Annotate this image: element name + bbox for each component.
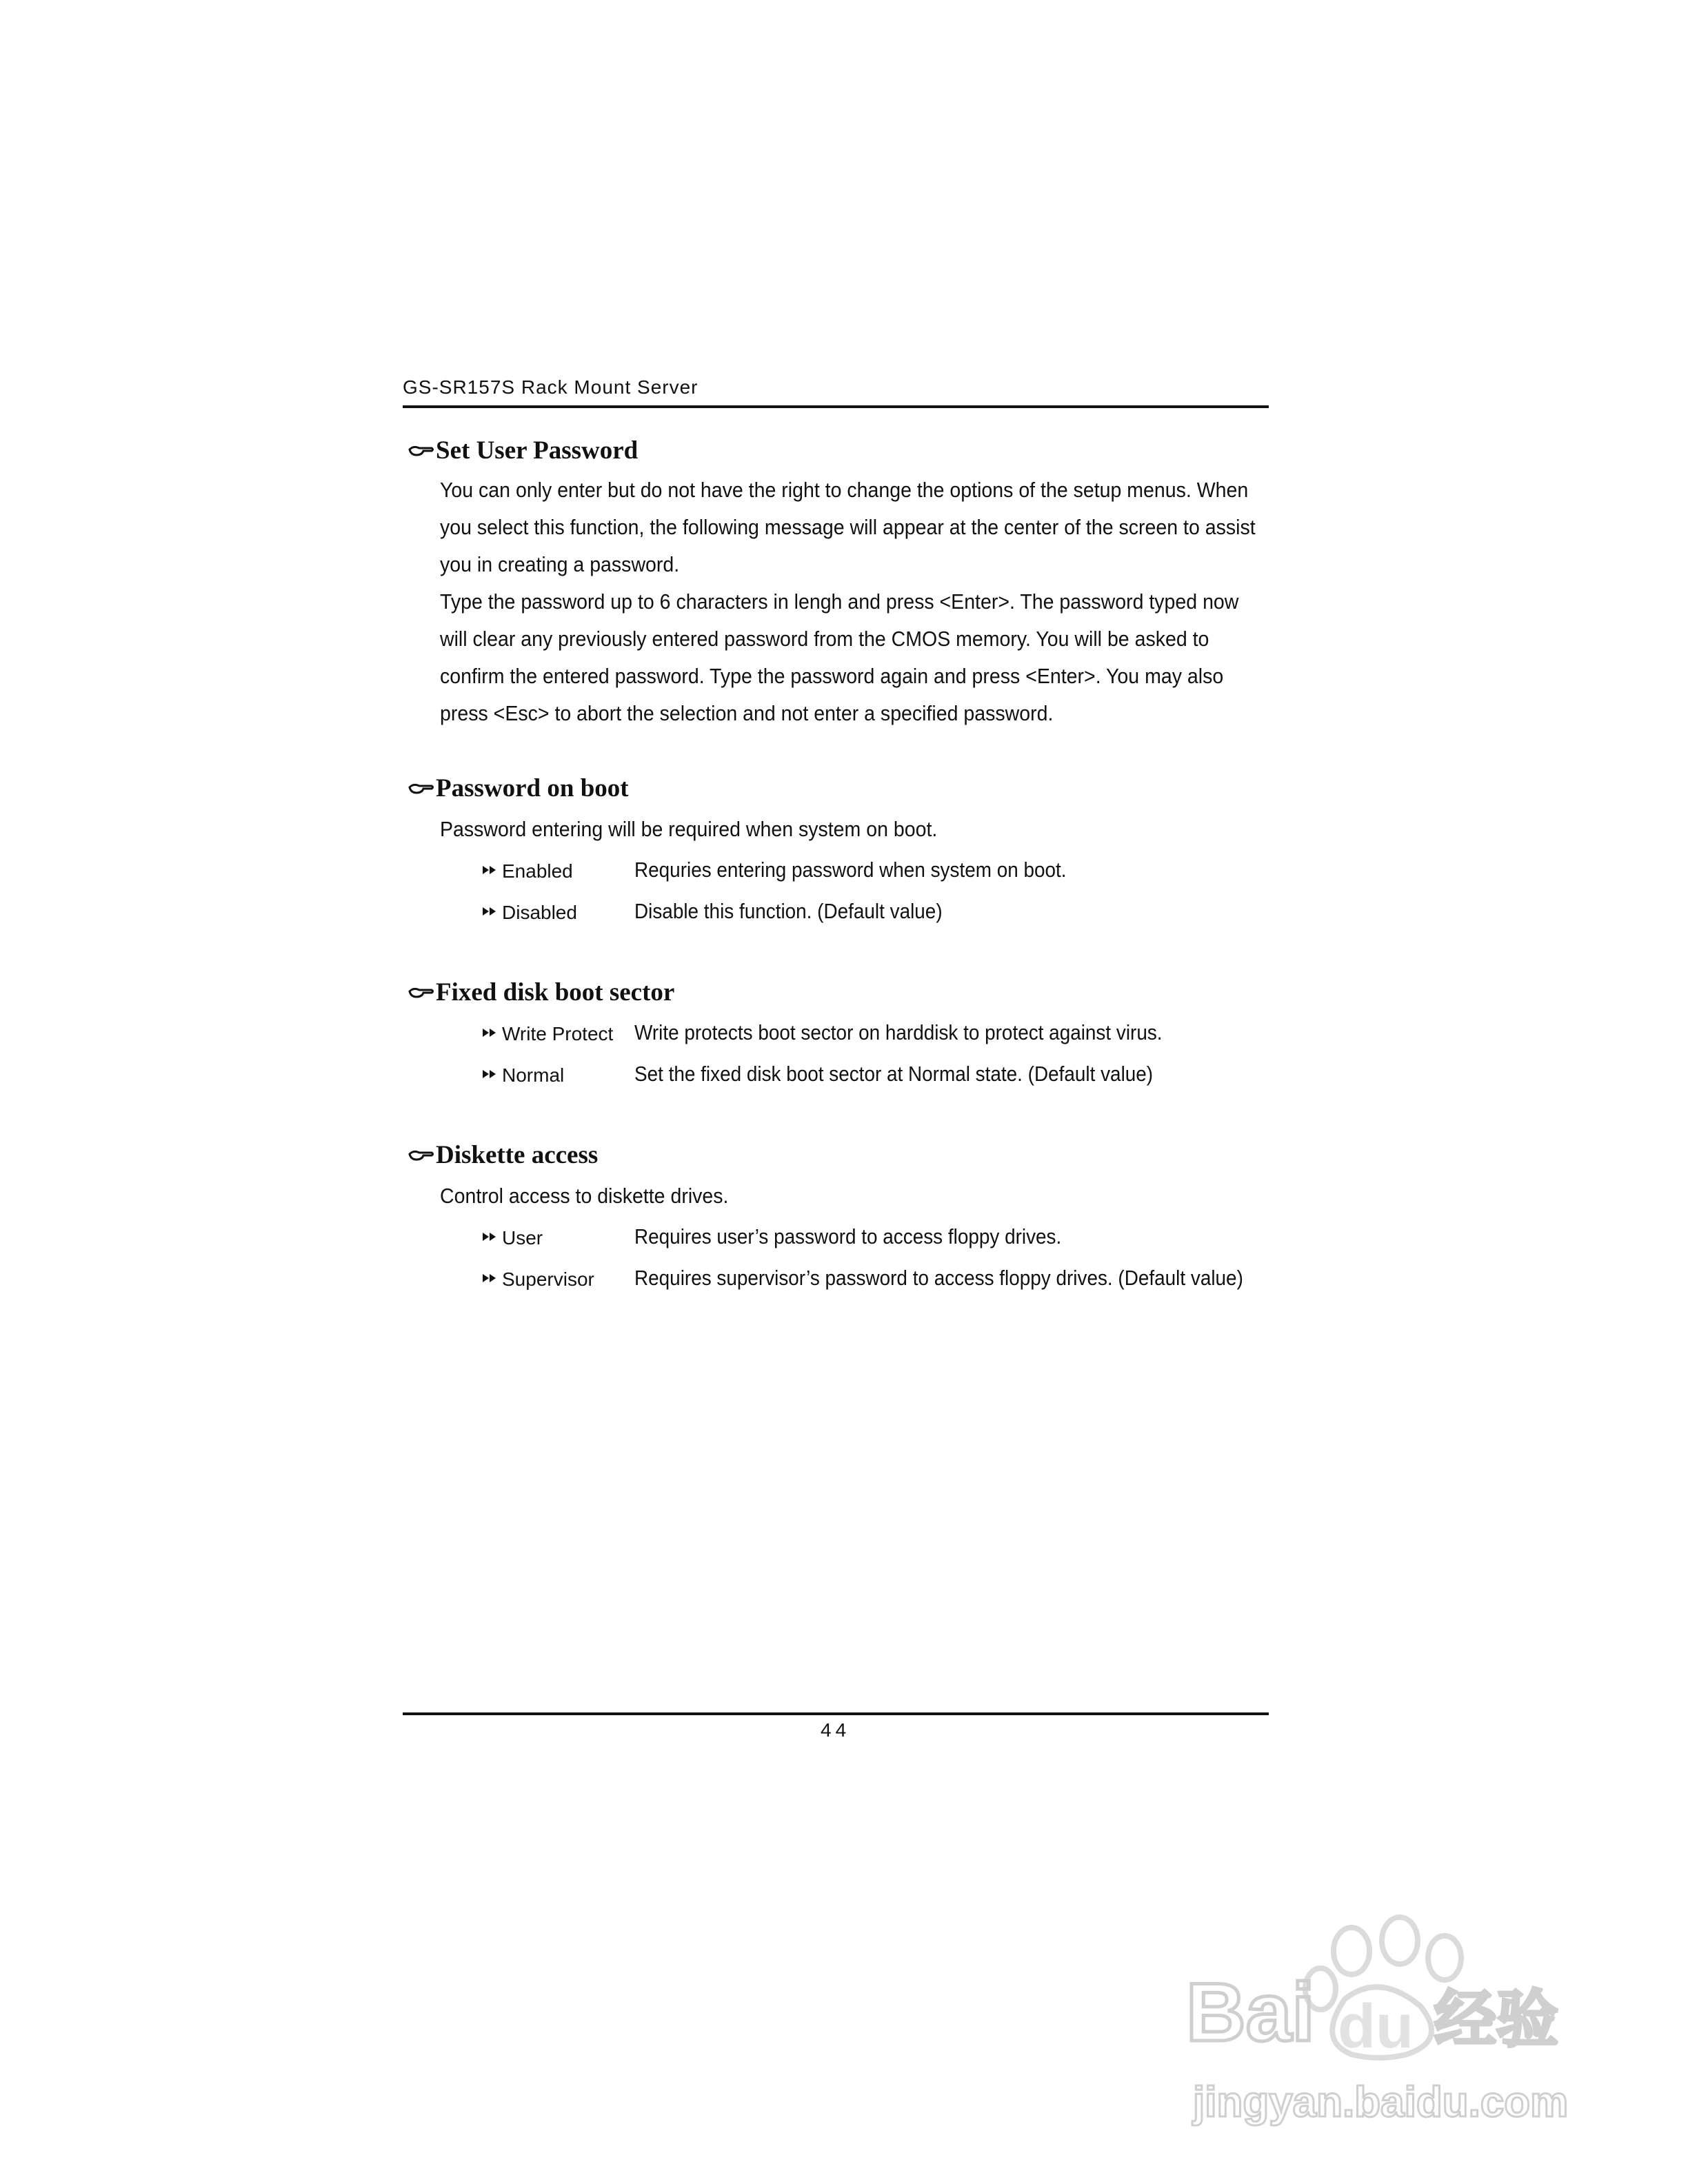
double-arrow-icon xyxy=(481,1027,498,1038)
paragraph-line: you select this function, the following message will appear at the center of the screen to assist xyxy=(440,515,1256,539)
pointing-hand-icon xyxy=(408,1146,434,1165)
section-title-text: Set User Password xyxy=(436,436,639,465)
section-title-text: Password on boot xyxy=(436,774,629,802)
option-name: Disabled xyxy=(502,902,577,923)
section-title-fixed-disk-boot-sector xyxy=(408,978,674,1007)
option-name: Enabled xyxy=(502,860,573,882)
pointing-hand-icon xyxy=(408,983,434,1002)
pointing-hand-icon xyxy=(408,441,434,461)
option-description: Set the fixed disk boot sector at Normal state. (Default value) xyxy=(634,1062,1154,1086)
option-name: Supervisor xyxy=(502,1268,594,1290)
paragraph-line: You can only enter but do not have the right to change the options of the setup menus. When xyxy=(440,478,1249,502)
paragraph-line: press <Esc> to abort the selection and not enter a specified password. xyxy=(440,701,1054,725)
option-description: Requires supervisor’s password to access floppy drives. (Default value) xyxy=(634,1266,1243,1290)
pointing-hand-icon xyxy=(408,779,434,798)
section-body-set-user-password xyxy=(440,472,1256,732)
header-rule xyxy=(403,405,1269,408)
svg-text:Bai: Bai xyxy=(1186,1966,1315,2059)
double-arrow-icon xyxy=(481,1069,498,1080)
baidu-watermark-logo xyxy=(1172,1903,1586,2137)
double-arrow-icon xyxy=(481,906,498,917)
double-arrow-icon xyxy=(481,865,498,876)
option-description: Write protects boot sector on harddisk to protect against virus. xyxy=(634,1020,1163,1044)
section-title-diskette-access xyxy=(408,1140,598,1170)
page-number: 44 xyxy=(821,1719,851,1741)
option-description: Requries entering password when system on boot. xyxy=(634,858,1067,882)
svg-text:jingyan.baidu.com: jingyan.baidu.com xyxy=(1193,2079,1569,2126)
svg-text:du: du xyxy=(1338,1992,1414,2061)
section-description: Password entering will be required when system on boot. xyxy=(440,817,938,841)
option-name: User xyxy=(502,1227,543,1248)
option-name: Normal xyxy=(502,1064,565,1086)
section-title-set-user-password xyxy=(408,436,638,465)
section-description: Control access to diskette drives. xyxy=(440,1184,729,1208)
double-arrow-icon xyxy=(481,1273,498,1284)
option-name: Write Protect xyxy=(502,1023,614,1044)
double-arrow-icon xyxy=(481,1231,498,1242)
paragraph-line: you in creating a password. xyxy=(440,552,680,576)
paragraph-line: Type the password up to 6 characters in lengh and press <Enter>. The password typed now xyxy=(440,589,1239,614)
footer-rule xyxy=(403,1712,1269,1715)
section-title-password-on-boot xyxy=(408,774,629,803)
paragraph-line: will clear any previously entered password from the CMOS memory. You will be asked to xyxy=(440,627,1209,651)
option-description: Disable this function. (Default value) xyxy=(634,899,943,923)
document-header: GS-SR157S Rack Mount Server xyxy=(403,376,699,398)
section-title-text: Fixed disk boot sector xyxy=(436,978,675,1007)
svg-text:经验: 经验 xyxy=(1434,1983,1558,2056)
section-title-text: Diskette access xyxy=(436,1141,599,1169)
paragraph-line: confirm the entered password. Type the password again and press <Enter>. You may also xyxy=(440,664,1224,688)
option-description: Requires user’s password to access floppy drives. xyxy=(634,1224,1062,1248)
